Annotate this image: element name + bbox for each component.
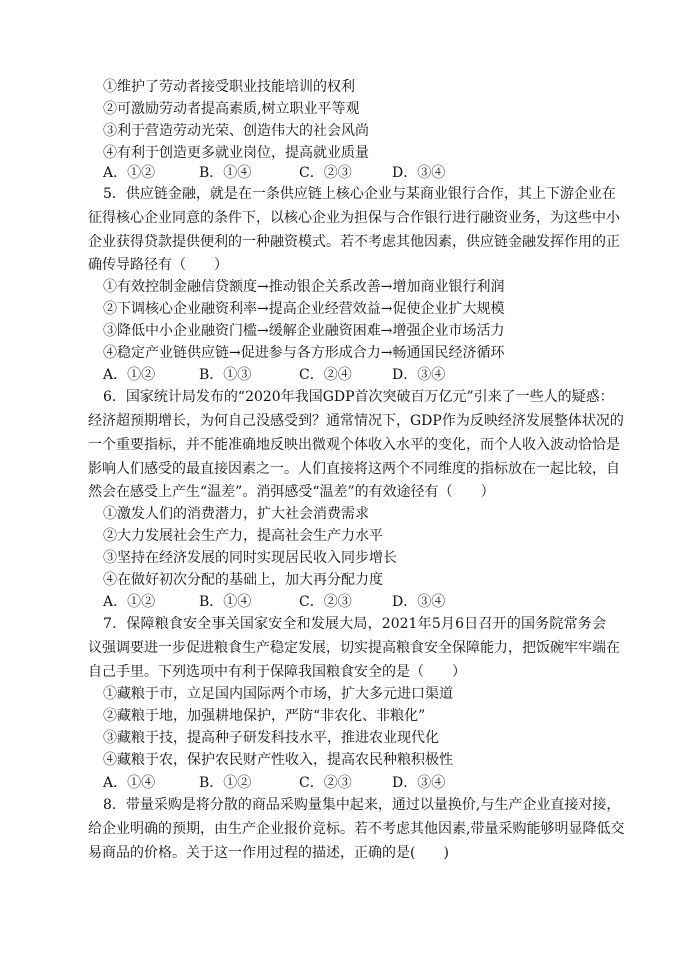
q6-stem-line-1: 6．国家统计局发布的“2020年我国GDP首次突破百万亿元”引来了一些人的疑惑： — [103, 389, 614, 405]
q7-option-1: ①藏粮于市，立足国内国际两个市场，扩大多元进口渠道 — [103, 686, 453, 702]
q7-answer-a: A．①④ — [103, 775, 156, 791]
q5-answer-c: C．②④ — [299, 367, 352, 383]
q5-option-3: ③降低中小企业融资门槛→缓解企业融资困难→增强企业市场活力 — [103, 323, 505, 339]
q7-stem-line-2: 议强调要进一步促进粮食生产稳定发展，切实提高粮食安全保障能力，把饭碗牢牢端在 — [88, 640, 620, 656]
q6-answer-a: A．①② — [103, 594, 156, 610]
q4-option-4: ④有利于创造更多就业岗位，提高就业质量 — [103, 145, 369, 161]
q4-answer-c: C．②③ — [299, 165, 352, 181]
q4-answer-d: D．③④ — [392, 165, 446, 181]
q7-option-4: ④藏粮于农，保护农民财产性收入，提高农民种粮积极性 — [103, 752, 453, 768]
q7-stem-line-3: 自己手里。下列选项中有利于保障我国粮食安全的是（ ） — [88, 664, 466, 680]
q6-stem-line-4: 影响人们感受的最直接因素之一。人们直接将这两个不同维度的指标放在一起比较，自 — [88, 461, 620, 477]
q5-stem-line-4: 确传导路径有（ ） — [88, 257, 228, 273]
q7-stem-line-1: 7．保障粮食安全事关国家安全和发展大局，2021年5月6日召开的国务院常务会 — [103, 616, 606, 632]
q5-answer-d: D．③④ — [392, 367, 446, 383]
q6-option-1: ①激发人们的消费潜力，扩大社会消费需求 — [103, 506, 369, 522]
q8-stem-line-2: 给企业明确的预期，由生产企业报价竞标。若不考虑其他因素,带量采购能够明显降低交 — [88, 821, 625, 837]
q7-option-2: ②藏粮于地，加强耕地保护，严防“非农化、非粮化” — [103, 708, 426, 724]
q6-option-3: ③坚持在经济发展的同时实现居民收入同步增长 — [103, 550, 397, 566]
q7-answer-c: C．②③ — [299, 775, 352, 791]
q6-answer-c: C．②③ — [299, 594, 352, 610]
q8-stem-line-3: 易商品的价格。关于这一作用过程的描述，正确的是( ) — [88, 845, 449, 861]
q7-answer-d: D．③④ — [392, 775, 446, 791]
q6-option-4: ④在做好初次分配的基础上，加大再分配力度 — [103, 572, 383, 588]
q4-answer-a: A．①② — [103, 165, 156, 181]
q6-stem-line-3: 一个重要指标，并不能准确地反映出微观个体收入水平的变化，而个人收入波动恰恰是 — [88, 437, 620, 453]
q5-answer-b: B．①③ — [199, 367, 252, 383]
q4-option-1: ①维护了劳动者接受职业技能培训的权利 — [103, 79, 355, 95]
q4-option-3: ③利于营造劳动光荣、创造伟大的社会风尚 — [103, 123, 369, 139]
q6-stem-line-2: 经济超预期增长，为何自己没感受到？通常情况下，GDP作为反映经济发展整体状况的 — [88, 413, 624, 429]
q7-option-3: ③藏粮于技，提高种子研发科技水平，推进农业现代化 — [103, 730, 439, 746]
q5-option-1: ①有效控制金融信贷额度→推动银企关系改善→增加商业银行利润 — [103, 279, 505, 295]
q5-option-4: ④稳定产业链供应链→促进参与各方形成合力→畅通国民经济循环 — [103, 345, 505, 361]
q8-stem-line-1: 8．带量采购是将分散的商品采购量集中起来，通过以量换价,与生产企业直接对接， — [103, 797, 621, 813]
q4-answer-b: B．①④ — [199, 165, 252, 181]
q6-answer-d: D．③④ — [392, 594, 446, 610]
q6-option-2: ②大力发展社会生产力，提高社会生产力水平 — [103, 528, 383, 544]
q7-answer-b: B．①② — [199, 775, 252, 791]
q5-answer-a: A．①② — [103, 367, 156, 383]
q5-option-2: ②下调核心企业融资利率→提高企业经营效益→促使企业扩大规模 — [103, 301, 505, 317]
q6-answer-b: B．①④ — [199, 594, 252, 610]
q5-stem-line-1: 5．供应链金融，就是在一条供应链上核心企业与某商业银行合作，其上下游企业在 — [103, 186, 616, 202]
q5-stem-line-2: 征得核心企业同意的条件下，以核心企业为担保与合作银行进行融资业务，为这些中小 — [88, 210, 620, 226]
q5-stem-line-3: 企业获得贷款提供便利的一种融资模式。若不考虑其他因素，供应链金融发挥作用的正 — [88, 234, 620, 250]
q4-option-2: ②可激励劳动者提高素质,树立职业平等观 — [103, 101, 360, 117]
q6-stem-line-5: 然会在感受上产生“温差”。消弭感受“温差”的有效途径有（ ） — [88, 484, 495, 500]
